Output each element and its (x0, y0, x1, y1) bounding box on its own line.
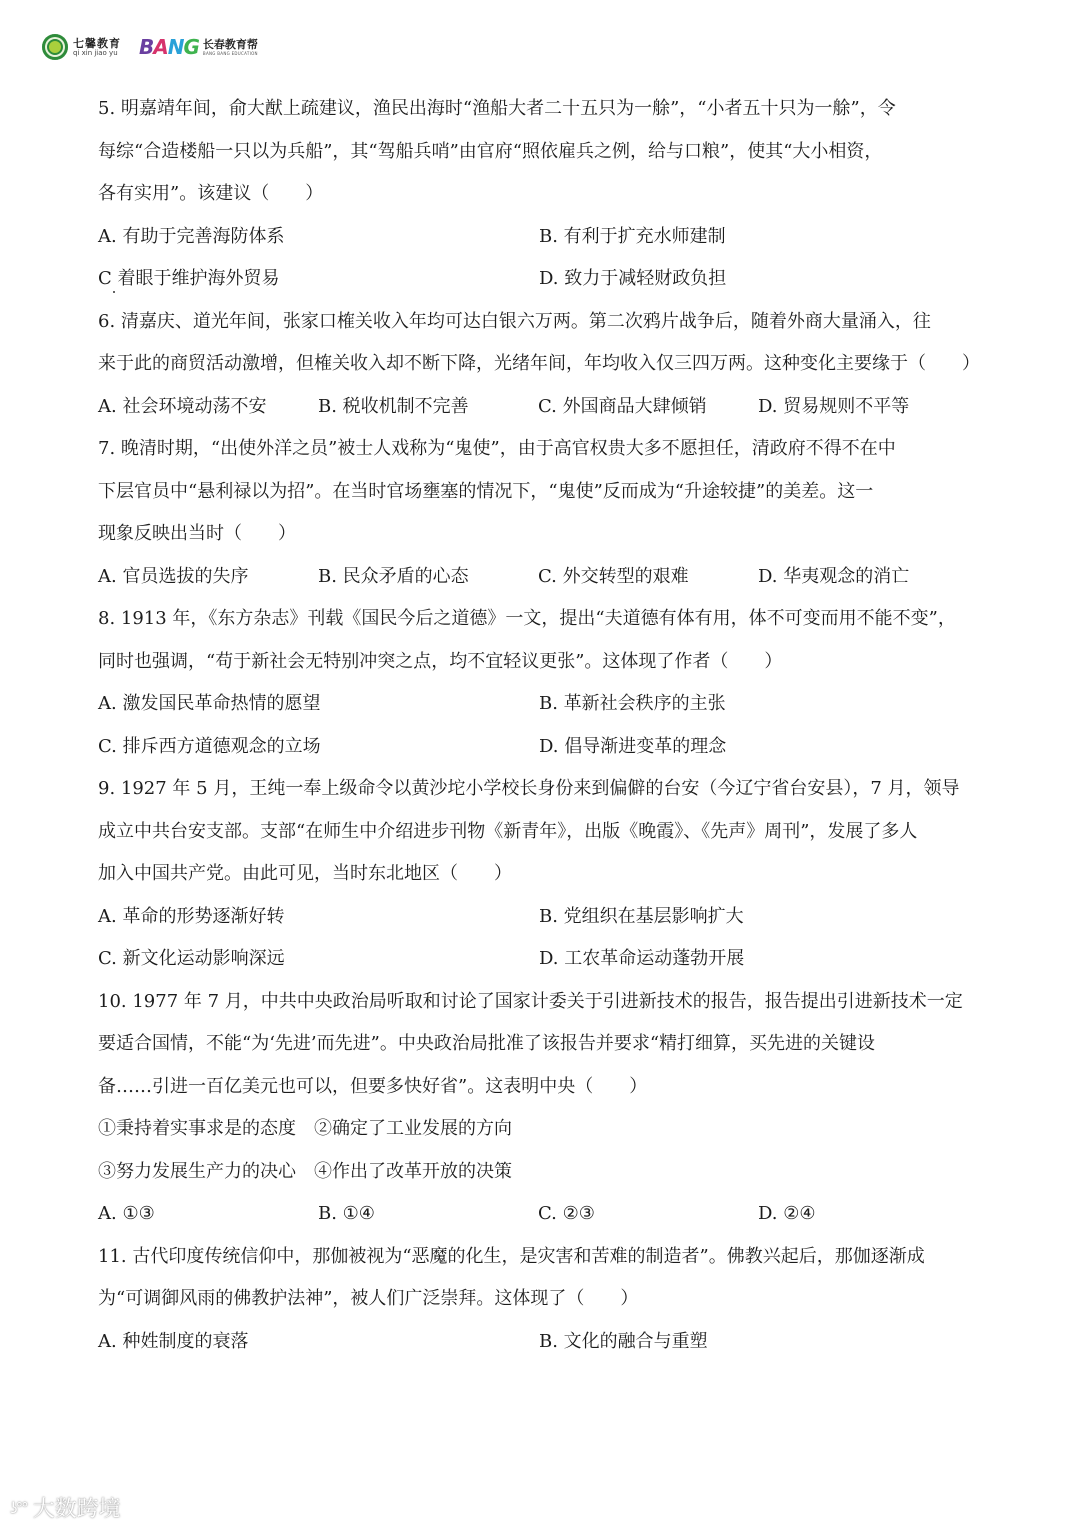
question-text-line: 来于此的商贸活动激增，但榷关收入却不断下降，光绪年间，年均收入仅三四万两。这种变化主要缘于（ ） (98, 353, 980, 374)
qixin-education-logo (42, 34, 121, 60)
question-6 (98, 301, 988, 429)
exam-questions (98, 88, 988, 1363)
option-c: C 着眼于维护海外贸易 (98, 268, 280, 289)
option-b: B. 民众矛盾的心态 (318, 565, 469, 587)
question-text-line: 下层官员中“悬利禄以为招”。在当时官场壅塞的情况下，“鬼使”反而成为“升途较捷”的美差。这一 (98, 480, 874, 502)
option-a: A. 官员选拔的失序 (98, 565, 249, 587)
option-d: D. 贸易规则不平等 (758, 395, 910, 417)
question-text-line: 每综“合造楼船一只以为兵船”，其“驾船兵哨”由官府“照依雇兵之例，给与口粮”，使其“大小相资， (98, 140, 883, 162)
question-text-line: 成立中共台安支部。支部“在师生中介绍进步刊物《新青年》，出版《晚霞》、《先声》周刊”，发展了多人 (98, 820, 918, 842)
option-c: C. 外国商品大肆倾销 (538, 395, 707, 417)
stray-mark (113, 291, 115, 293)
option-b: B. 税收机制不完善 (318, 395, 469, 417)
logo1-pinyin: qi xin jiao yu (73, 48, 118, 57)
page-header (42, 30, 258, 64)
logo1-chinese-name: 七馨教育 (73, 36, 121, 50)
option-a: A. ①③ (98, 1203, 155, 1224)
option-a: A. 革命的形势逐渐好转 (98, 905, 285, 927)
option-c: C. 新文化运动影响深远 (98, 948, 285, 969)
option-d: D. 致力于减轻财政负担 (539, 268, 727, 289)
watermark (10, 1492, 121, 1523)
option-c: C. 外交转型的艰难 (538, 565, 689, 587)
option-b: B. 革新社会秩序的主张 (539, 693, 726, 714)
question-text-line: 9. 1927 年 5 月，王纯一奉上级命令以黄沙坨小学校长身份来到偏僻的台安（今辽宁省台安县），7 月，领导 (98, 778, 960, 799)
question-text-line: 8. 1913 年，《东方杂志》刊载《国民今后之道德》一文，提出“夫道德有体有用，体不可变而用不能不变”， (98, 608, 956, 629)
option-b: B. ①④ (318, 1203, 375, 1224)
option-b: B. 文化的融合与重塑 (539, 1330, 708, 1352)
question-10 (98, 981, 988, 1236)
question-text-line: 7. 晚清时期，“出使外洋之员”被士人戏称为“鬼使”，由于高官权贵大多不愿担任，清政府不得不在中 (98, 438, 896, 459)
question-text-line: 加入中国共产党。由此可见，当时东北地区（ ） (98, 863, 512, 884)
option-d: D. ②④ (758, 1203, 816, 1224)
question-7 (98, 428, 988, 598)
question-text-line: 同时也强调，“苟于新社会无特别冲突之点，均不宜轻议更张”。这体现了作者（ ） (98, 650, 783, 672)
leaf-badge-icon (42, 34, 68, 60)
logo2-chinese-name: 长春教育帮 (202, 37, 258, 51)
option-c: C. 排斥西方道德观念的立场 (98, 735, 321, 757)
option-b: B. 党组织在基层影响扩大 (539, 905, 744, 927)
bang-education-logo (139, 35, 258, 59)
option-d: D. 华夷观念的消亡 (758, 565, 910, 587)
statement-line: ①秉持着实事求是的态度 ②确定了工业发展的方向 (98, 1118, 512, 1139)
option-d: D. 倡导渐进变革的理念 (539, 735, 727, 757)
option-a: A. 种姓制度的衰落 (98, 1330, 249, 1352)
question-text-line: 备……引进一百亿美元也可以，但要多快好省”。这表明中央（ ） (98, 1075, 648, 1097)
option-a: A. 激发国民革命热情的愿望 (98, 693, 321, 714)
logo2-english-name: BANG BANG EDUCATION (202, 50, 258, 56)
question-text-line: 为“可调御风雨的佛教护法神”，被人们广泛崇拜。这体现了（ ） (98, 1288, 639, 1309)
question-text-line: 6. 清嘉庆、道光年间，张家口榷关收入年均可达白银六万两。第二次鸦片战争后，随着外商大量涌入，往 (98, 310, 931, 332)
question-8 (98, 598, 988, 768)
question-5 (98, 88, 988, 301)
kuajing-logo-icon: ʖ°° (10, 1498, 27, 1517)
question-text-line: 5. 明嘉靖年间，俞大猷上疏建议，渔民出海时“渔船大者二十五只为一艅”，“小者五十只为一艅”，令 (98, 98, 896, 119)
option-a: A. 社会环境动荡不安 (98, 395, 267, 417)
question-text-line: 各有实用”。该建议（ ） (98, 183, 324, 204)
option-d: D. 工农革命运动蓬勃开展 (539, 948, 745, 969)
question-text-line: 10. 1977 年 7 月，中共中央政治局听取和讨论了国家计委关于引进新技术的报告，报告提出引进新技术一定 (98, 990, 963, 1012)
option-a: A. 有助于完善海防体系 (98, 225, 285, 247)
question-11 (98, 1236, 988, 1364)
question-text-line: 11. 古代印度传统信仰中，那伽被视为“恶魔的化生，是灾害和苦难的制造者”。佛教兴起后，那伽逐渐成 (98, 1245, 925, 1267)
question-text-line: 现象反映出当时（ ） (98, 523, 296, 544)
option-b: B. 有利于扩充水师建制 (539, 225, 726, 247)
question-9 (98, 768, 988, 981)
question-text-line: 要适合国情，不能“为‘先进’而先进”。中央政治局批准了该报告并要求“精打细算，买先进的关键设 (98, 1033, 876, 1054)
option-c: C. ②③ (538, 1203, 595, 1224)
watermark-text: 大数跨境 (32, 1497, 121, 1522)
bang-wordmark-icon: BANG (139, 35, 199, 59)
statement-line: ③努力发展生产力的决心 ④作出了改革开放的决策 (98, 1160, 512, 1182)
